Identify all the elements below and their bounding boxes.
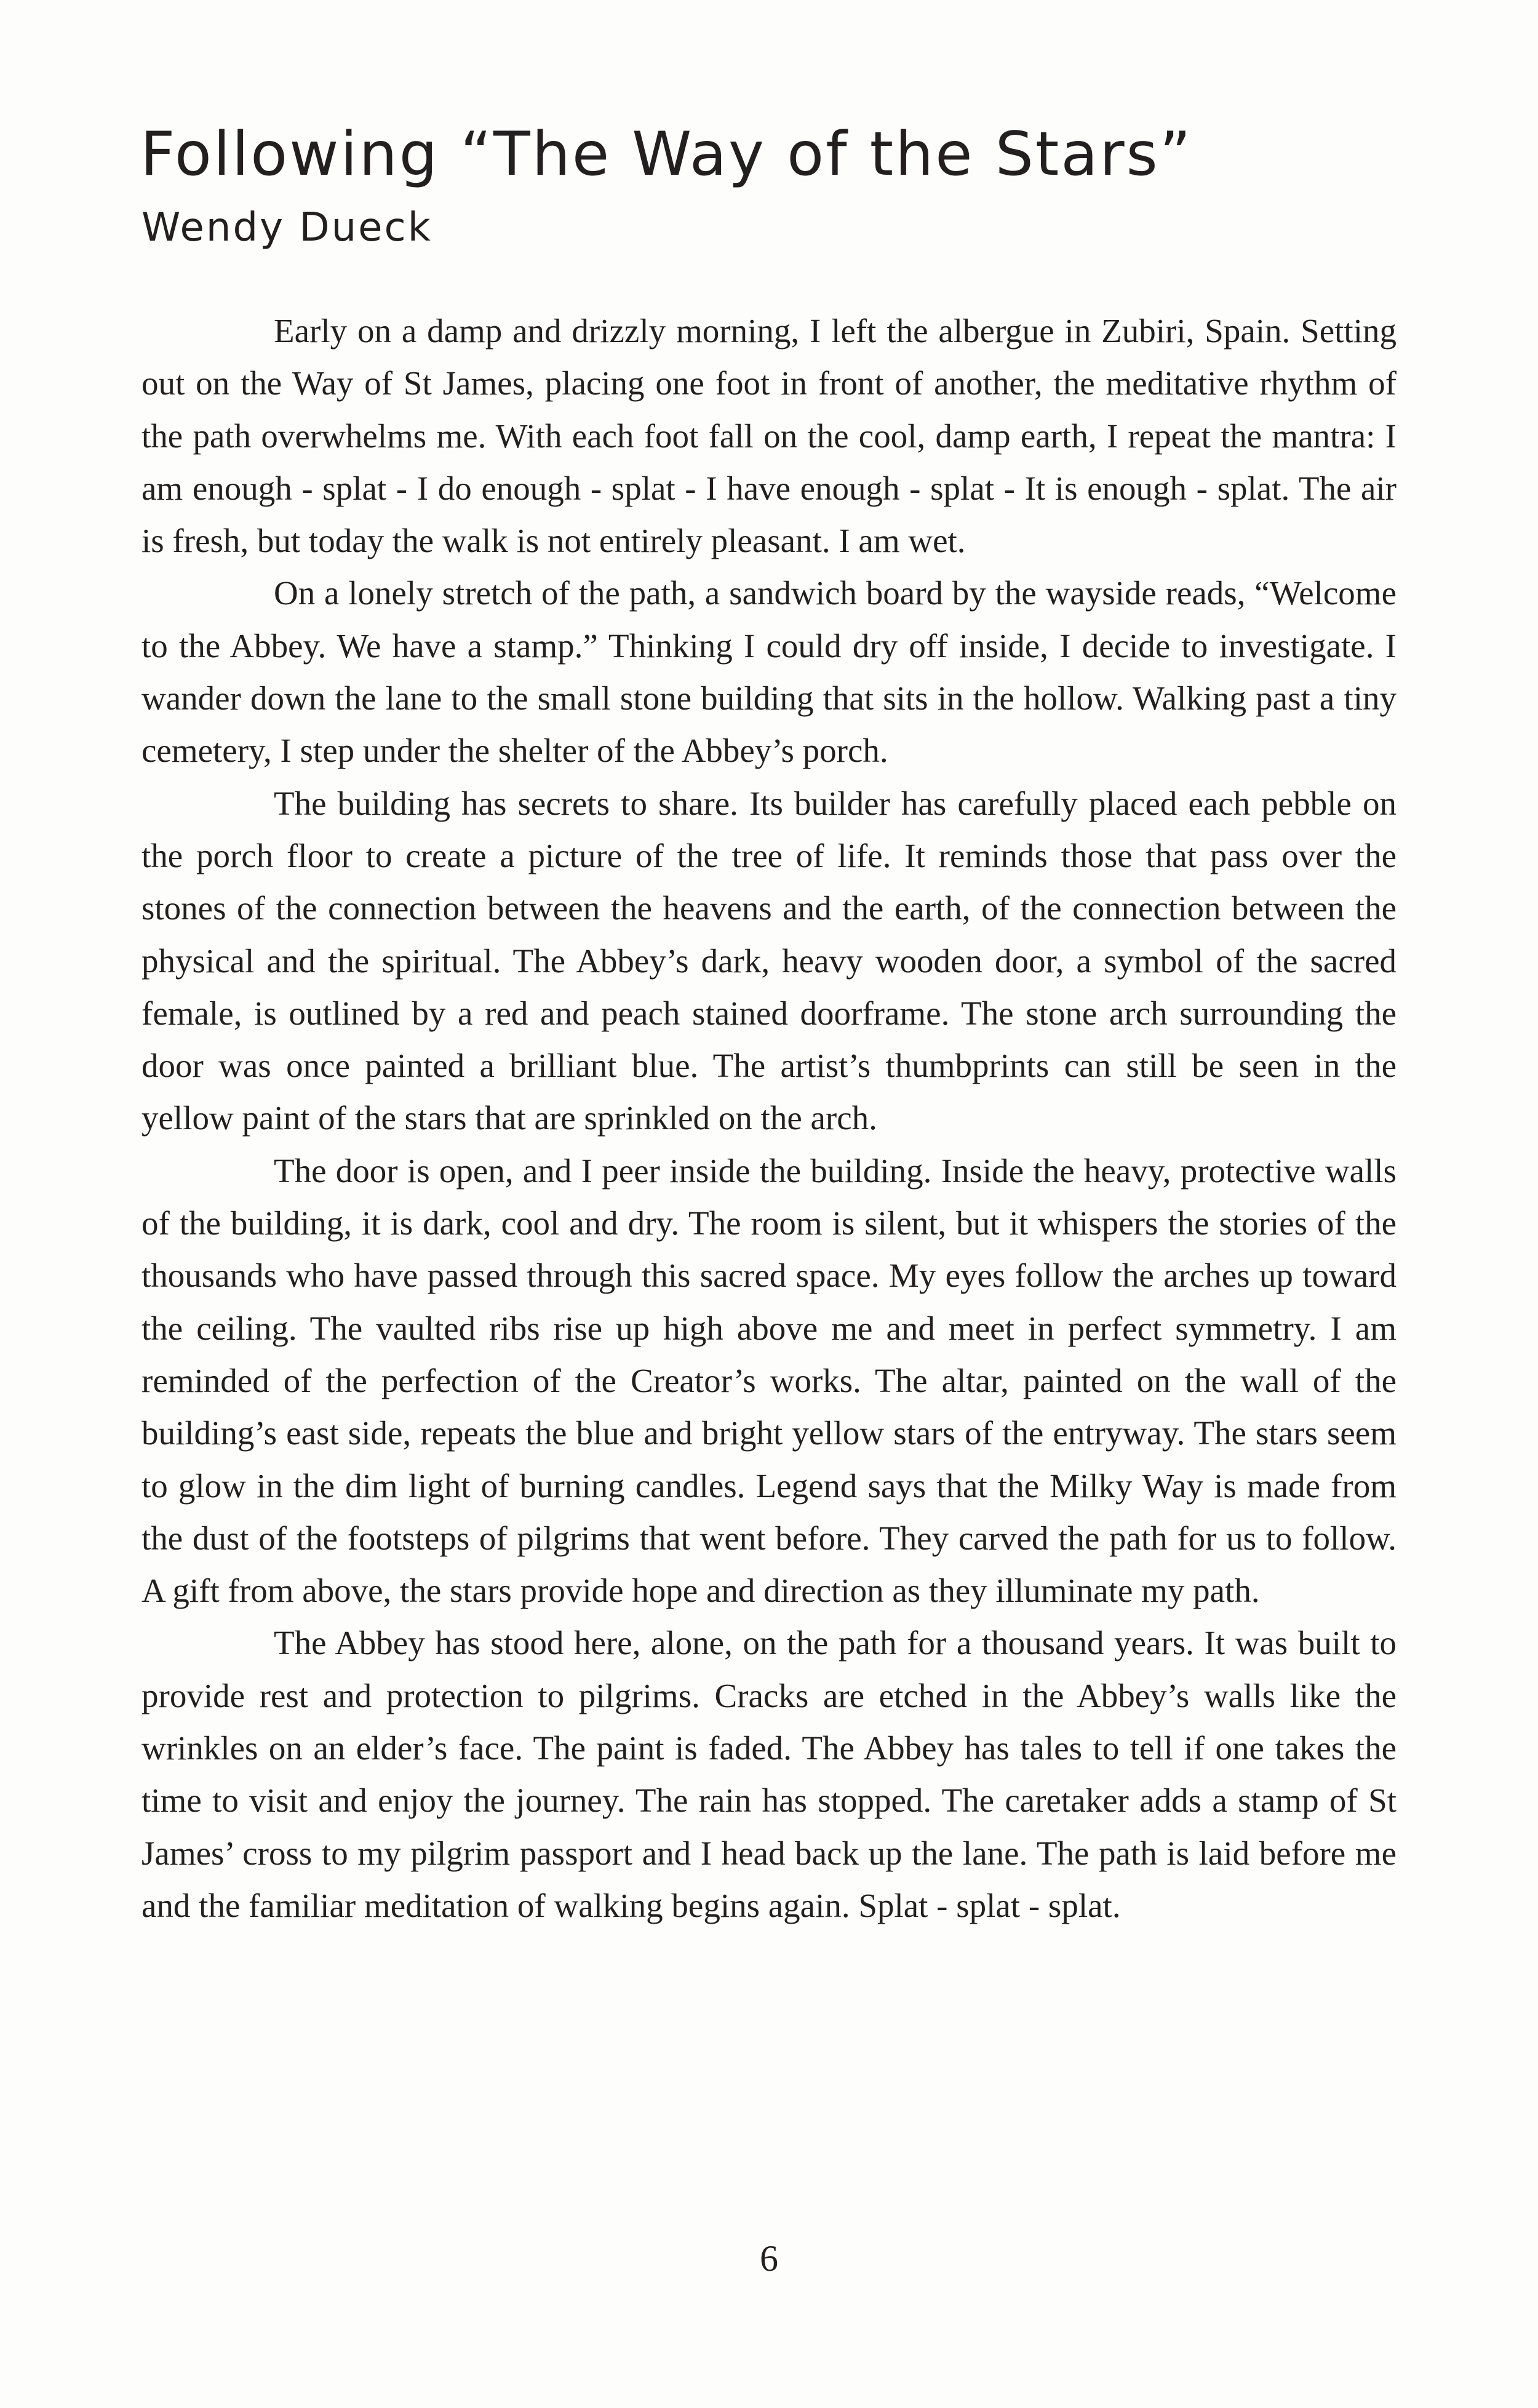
paragraph-1: Early on a damp and drizzly morning, I left the albergue in Zubiri, Spain. Setting out on the Way of St James, placing one foot in front of another, the meditative rhythm of the path overwhelms me. With each foot fall on the cool, damp earth, I repeat the mantra: I am enough - splat - I do enough - splat - I have enough - splat - It is enough - splat. The air is fresh, but today the walk is not entirely pleasant. I am wet. [141,312,1397,560]
article-author: Wendy Dueck [141,205,432,250]
paragraph-4: The door is open, and I peer inside the building. Inside the heavy, protective walls of the building, it is dark, cool and dry. The room is silent, but it whispers the stories of the thousands who have passed through this sacred space. My eyes follow the arches up toward the ceiling. The vaulted ribs rise up high above me and meet in perfect symmetry. I am reminded of the perfection of the Creator’s works. The altar, painted on the wall of the building’s east side, repeats the blue and bright yellow stars of the entryway. The stars seem to glow in the dim light of burning candles. Legend says that the Milky Way is made from the dust of the footsteps of pilgrims that went before. They carved the path for us to follow. A gift from above, the stars provide hope and direction as they illuminate my path. [141,1151,1397,1610]
article-body [141,305,1397,1932]
paragraph-2: On a lonely stretch of the path, a sandwich board by the wayside reads, “Welcome to the Abbey. We have a stamp.” Thinking I could dry off inside, I decide to investigate. I wander down the lane to the small stone building that sits in the hollow. Walking past a tiny cemetery, I step under the shelter of the Abbey’s porch. [141,574,1397,770]
page-number: 6 [760,2238,778,2279]
paragraph-3: The building has secrets to share. Its builder has carefully placed each pebble on the porch floor to create a picture of the tree of life. It reminds those that pass over the stones of the connection between the heavens and the earth, of the connection between the physical and the spiritual. The Abbey’s dark, heavy wooden door, a symbol of the sacred female, is outlined by a red and peach stained doorframe. The stone arch surrounding the door was once painted a brilliant blue. The artist’s thumbprints can still be seen in the yellow paint of the stars that are sprinkled on the arch. [141,784,1397,1137]
paragraph-5: The Abbey has stood here, alone, on the path for a thousand years. It was built to provide rest and protection to pilgrims. Cracks are etched in the Abbey’s walls like the wrinkles on an elder’s face. The paint is faded. The Abbey has tales to tell if one takes the time to visit and enjoy the journey. The rain has stopped. The caretaker adds a stamp of St James’ cross to my pilgrim passport and I head back up the lane. The path is laid before me and the familiar meditation of walking begins again. Splat - splat - splat. [141,1624,1397,1924]
article-title: Following “The Way of the Stars” [140,119,1193,190]
